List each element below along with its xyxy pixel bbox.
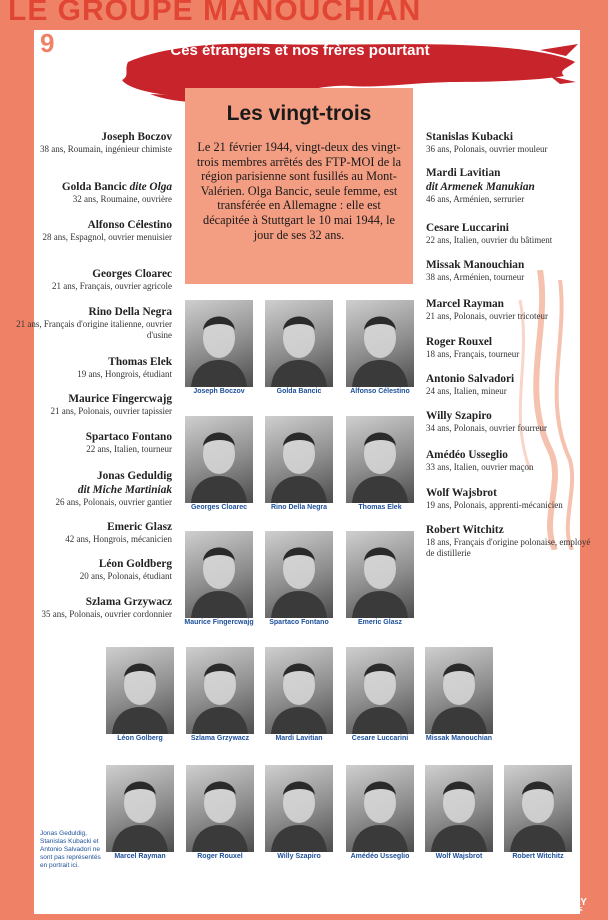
- portrait-photo: [265, 765, 333, 852]
- portrait-photo: [346, 416, 414, 503]
- alias-text: dit Armenek Manukian: [426, 181, 535, 193]
- portrait-photo: [504, 765, 572, 852]
- name-entry-left: [2, 180, 172, 205]
- portrait-card: [265, 647, 333, 747]
- portrait-photo: [185, 416, 253, 503]
- name-entry-left: [2, 218, 172, 243]
- person-details: 19 ans, Polonais, apprenti-mécanicien: [426, 500, 563, 510]
- portrait-caption: Golda Bancic: [276, 388, 322, 395]
- person-name: [426, 372, 596, 386]
- person-name: [2, 305, 172, 319]
- name-text: Willy Szapiro: [426, 410, 492, 422]
- person-name: [2, 520, 172, 534]
- name-text: Maurice Fingercwajg: [68, 393, 172, 405]
- alias-text: dit Miche Martiniak: [77, 484, 172, 496]
- person-name: [2, 218, 172, 232]
- person-details: 26 ans, Polonais, ouvrier gantier: [55, 497, 172, 507]
- name-text: Thomas Elek: [108, 356, 172, 368]
- portrait-photo: [186, 647, 254, 734]
- name-text: Spartaco Fontano: [85, 431, 172, 443]
- portrait-caption: Joseph Boczov: [193, 388, 245, 395]
- portrait-card: [265, 416, 333, 516]
- person-details: 35 ans, Polonais, ouvrier cordonnier: [41, 609, 172, 619]
- person-name: [426, 166, 596, 180]
- portrait-caption: Léon Golberg: [117, 735, 163, 742]
- name-entry-left: [2, 557, 172, 582]
- portrait-photo: [106, 647, 174, 734]
- name-text: Wolf Wajsbrot: [426, 487, 497, 499]
- portrait-card: [265, 300, 333, 400]
- portrait-photo: [425, 765, 493, 852]
- name-entry-left: [2, 267, 172, 292]
- portrait-card: [186, 765, 254, 865]
- person-details: 22 ans, Italien, tourneur: [86, 444, 172, 454]
- person-name: [2, 130, 172, 144]
- intro-box: [185, 88, 413, 284]
- portrait-card: [346, 531, 414, 631]
- name-text: Stanislas Kubacki: [426, 131, 513, 143]
- name-entry-right: [426, 130, 596, 155]
- name-text: Rino Della Negra: [88, 306, 172, 318]
- portrait-caption: Alfonso Célestino: [350, 388, 410, 395]
- name-text: Jonas Geduldig: [96, 470, 172, 482]
- portrait-card: [346, 765, 414, 865]
- person-name: [2, 392, 172, 406]
- portrait-photo: [346, 765, 414, 852]
- name-text: Joseph Boczov: [101, 131, 172, 143]
- portrait-card: [185, 416, 253, 516]
- portrait-caption: Willy Szapiro: [277, 853, 321, 860]
- portrait-caption: Szlama Grzywacz: [190, 735, 250, 742]
- person-details: 36 ans, Polonais, ouvrier mouleur: [426, 144, 548, 154]
- portrait-photo: [106, 765, 174, 852]
- name-text: Missak Manouchian: [426, 259, 525, 271]
- portrait-photo: [265, 531, 333, 618]
- name-text: Szlama Grzywacz: [85, 596, 172, 608]
- person-name: [2, 355, 172, 369]
- person-name: [2, 267, 172, 281]
- portrait-caption: Emeric Glasz: [358, 619, 402, 626]
- portrait-photo: [346, 531, 414, 618]
- portrait-card: [106, 765, 174, 865]
- person-details: 33 ans, Italien, ouvrier maçon: [426, 462, 534, 472]
- person-name: [426, 221, 596, 235]
- person-details: 28 ans, Espagnol, ouvrier menuisier: [42, 232, 172, 242]
- person-name: [2, 430, 172, 444]
- portrait-card: [346, 647, 414, 747]
- person-name: [426, 523, 596, 537]
- person-name: [426, 448, 596, 462]
- header-subtitle: Ces étrangers et nos frères pourtant: [170, 42, 430, 59]
- name-entry-left: [2, 355, 172, 380]
- person-details: 34 ans, Polonais, ouvrier fourreur: [426, 423, 547, 433]
- person-details: 22 ans, Italien, ouvrier du bâtiment: [426, 235, 553, 245]
- portrait-photo: [185, 300, 253, 387]
- portrait-caption: Cesare Luccarini: [351, 735, 409, 742]
- portrait-photo: [346, 300, 414, 387]
- portrait-caption: Georges Cloarec: [190, 504, 248, 511]
- person-details: 18 ans, Français d'origine polonaise, employé de distillerie: [426, 537, 591, 558]
- portrait-caption: Mardi Lavitian: [275, 735, 323, 742]
- person-details: 24 ans, Italien, mineur: [426, 386, 507, 396]
- name-text: Golda Bancic: [61, 181, 130, 193]
- person-name: [2, 595, 172, 609]
- portrait-photo: [265, 416, 333, 503]
- person-details: 21 ans, Polonais, ouvrier tapissier: [50, 406, 172, 416]
- person-name: [426, 297, 596, 311]
- person-name: [2, 557, 172, 571]
- person-details: 42 ans, Hongrois, mécanicien: [65, 534, 172, 544]
- name-entry-right: [426, 486, 596, 511]
- portrait-caption: Roger Rouxel: [197, 853, 243, 860]
- name-text: Robert Witchitz: [426, 524, 504, 536]
- name-entry-left: [2, 130, 172, 155]
- page-number: 9: [40, 28, 55, 58]
- name-entry-left: [2, 430, 172, 455]
- portrait-card: [346, 416, 414, 516]
- alias-text: dite Olga: [129, 181, 172, 193]
- person-details: 21 ans, Polonais, ouvrier tricoteur: [426, 311, 548, 321]
- person-name: [426, 409, 596, 423]
- portrait-caption: Rino Della Negra: [270, 504, 327, 511]
- person-name: [426, 335, 596, 349]
- person-name: [2, 469, 172, 483]
- person-name: [2, 180, 172, 194]
- portrait-caption: Wolf Wajsbrot: [435, 853, 483, 860]
- name-text: Alfonso Célestino: [87, 219, 172, 231]
- portrait-photo: [265, 647, 333, 734]
- name-entry-right: [426, 166, 596, 205]
- name-entry-left: [2, 392, 172, 417]
- person-details: 32 ans, Roumaine, ouvrière: [72, 194, 172, 204]
- ivry-logo: [564, 898, 587, 913]
- footnote: Jonas Geduldig, Stanislas Kubacki et Antonio Salvadori ne sont pas représentés en portrait ici.: [40, 830, 101, 869]
- portrait-card: [186, 647, 254, 747]
- portrait-caption: Thomas Elek: [358, 504, 402, 511]
- person-name: [426, 486, 596, 500]
- person-name: [426, 258, 596, 272]
- intro-text: Le 21 février 1944, vingt-deux des vingt-trois membres arrêtés des FTP-MOI de la région parisienne sont fusillés au Mont-Valérien. Olga Bancic, seule femme, est transférée en Allemagne : elle est décapitée à Stuttgart le 10 mai 1944, le jour de ses 32 ans.: [196, 140, 402, 242]
- portrait-card: [265, 765, 333, 865]
- name-text: Léon Goldberg: [98, 558, 172, 570]
- name-entry-left: [2, 305, 172, 341]
- name-text: Cesare Luccarini: [426, 222, 509, 234]
- person-details: 38 ans, Arménien, tourneur: [426, 272, 525, 282]
- name-entry-right: [426, 221, 596, 246]
- name-entry-right: [426, 409, 596, 434]
- portrait-photo: [425, 647, 493, 734]
- name-entry-right: [426, 258, 596, 283]
- name-text: Mardi Lavitian: [426, 167, 501, 179]
- logo-sub: VILLE: [568, 907, 583, 913]
- portrait-caption: Robert Witchitz: [512, 853, 564, 860]
- name-text: Marcel Rayman: [426, 298, 504, 310]
- portrait-caption: Marcel Rayman: [114, 853, 166, 860]
- portrait-photo: [346, 647, 414, 734]
- name-entry-left: [2, 595, 172, 620]
- name-text: Georges Cloarec: [92, 268, 172, 280]
- portrait-caption: Amédéo Usseglio: [350, 853, 410, 860]
- name-text: Roger Rouxel: [426, 336, 492, 348]
- person-details: 21 ans, Français d'origine italienne, ouvrier d'usine: [16, 319, 172, 340]
- portrait-caption: Maurice Fingercwajg: [184, 619, 254, 626]
- name-entry-right: [426, 372, 596, 397]
- portrait-card: [185, 300, 253, 400]
- portrait-card: [185, 531, 253, 631]
- portrait-card: [425, 765, 493, 865]
- name-text: Emeric Glasz: [107, 521, 172, 533]
- person-details: 20 ans, Polonais, étudiant: [79, 571, 172, 581]
- portrait-card: [346, 300, 414, 400]
- name-text: Antonio Salvadori: [426, 373, 515, 385]
- portrait-caption: Missak Manouchian: [425, 735, 493, 742]
- name-entry-left: [2, 469, 172, 508]
- person-details: 21 ans, Français, ouvrier agricole: [52, 281, 172, 291]
- name-text: Amédéo Usseglio: [426, 449, 508, 461]
- name-entry-right: [426, 448, 596, 473]
- header-title: LE GROUPE MANOUCHIAN: [8, 0, 422, 27]
- portrait-card: [106, 647, 174, 747]
- portrait-card: [425, 647, 493, 747]
- portrait-caption: Spartaco Fontano: [269, 619, 329, 626]
- person-details: 38 ans, Roumain, ingénieur chimiste: [40, 144, 172, 154]
- portrait-photo: [186, 765, 254, 852]
- portrait-photo: [185, 531, 253, 618]
- portrait-card: [265, 531, 333, 631]
- portrait-photo: [265, 300, 333, 387]
- person-details: 46 ans, Arménien, serrurier: [426, 194, 525, 204]
- name-entry-left: [2, 520, 172, 545]
- person-name: [426, 130, 596, 144]
- name-entry-right: [426, 297, 596, 322]
- name-entry-right: [426, 335, 596, 360]
- logo-main: IVRY: [564, 897, 587, 908]
- person-details: 18 ans, Français, tourneur: [426, 349, 520, 359]
- portrait-card: [504, 765, 572, 865]
- intro-title: Les vingt-trois: [226, 102, 372, 125]
- person-details: 19 ans, Hongrois, étudiant: [77, 369, 172, 379]
- name-entry-right: [426, 523, 596, 559]
